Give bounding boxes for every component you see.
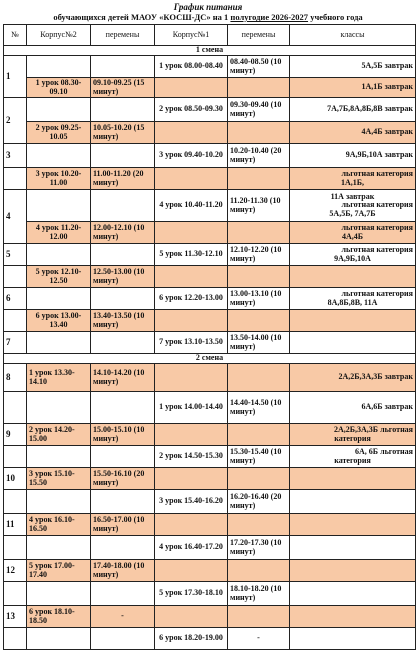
- building-1-cell: [155, 168, 228, 190]
- table-row: [4, 392, 416, 424]
- classes-cell: [290, 288, 416, 310]
- classes-line: льготная категория: [341, 223, 413, 232]
- breaks-2-cell: [91, 446, 155, 468]
- table-row: [4, 288, 416, 310]
- table-row: [4, 560, 416, 582]
- building-1-cell: 7 урок 13.10-13.50: [155, 332, 228, 354]
- classes-cell: 5А,5Б завтрак: [290, 56, 416, 78]
- classes-cell: 6А,6Б завтрак: [290, 392, 416, 424]
- table-row: [4, 190, 416, 222]
- building-1-cell: [155, 310, 228, 332]
- lesson-number: 6: [4, 288, 27, 310]
- classes-line: категория: [334, 455, 371, 465]
- breaks-1-cell: [228, 266, 290, 288]
- building-1-cell: 6 урок 18.20-19.00: [155, 628, 228, 650]
- breaks-2-cell: 14.10-14.20 (10 минут): [91, 364, 155, 392]
- breaks-1-cell: 17.20-17.30 (10 минут): [228, 536, 290, 560]
- building-1-cell: [155, 222, 228, 244]
- breaks-2-cell: [91, 288, 155, 310]
- lesson-number: [4, 266, 27, 288]
- lesson-number: [4, 446, 27, 468]
- classes-line: 1А,1Б,: [340, 177, 365, 187]
- lesson-number: [4, 582, 27, 606]
- lesson-number: 2: [4, 98, 27, 144]
- table-row: [4, 98, 416, 122]
- building-2-cell: [27, 392, 91, 424]
- building-1-cell: 5 урок 17.30-18.10: [155, 582, 228, 606]
- breaks-2-cell: 12.00-12.10 (10 минут): [91, 222, 155, 244]
- breaks-1-cell: [228, 560, 290, 582]
- title-line-2: [0, 12, 416, 22]
- breaks-2-cell: [91, 244, 155, 266]
- building-1-cell: 3 урок 15.40-16.20: [155, 490, 228, 514]
- building-1-cell: [155, 78, 228, 98]
- classes-cell: [290, 628, 416, 650]
- building-2-cell: 5 урок 17.00-17.40: [27, 560, 91, 582]
- col-header-breaks-2: перемены: [91, 25, 155, 46]
- classes-cell: 9А,9Б,10А завтрак: [290, 144, 416, 168]
- title-line-2-post: учебного года: [308, 12, 363, 22]
- breaks-1-cell: [228, 122, 290, 144]
- building-2-cell: 1 урок 13.30-14.10: [27, 364, 91, 392]
- building-2-cell: 3 урок 15.10-15.50: [27, 468, 91, 490]
- classes-cell: [290, 310, 416, 332]
- header-row: [4, 25, 416, 46]
- col-header-building-2: Корпус№2: [27, 25, 91, 46]
- breaks-1-cell: 16.20-16.40 (20 минут): [228, 490, 290, 514]
- building-2-cell: 2 урок 09.25-10.05: [27, 122, 91, 144]
- classes-line: 5А,5Б, 7А,7Б: [329, 208, 376, 218]
- building-2-cell: 4 урок 11.20-12.00: [27, 222, 91, 244]
- lesson-number: 10: [4, 468, 27, 490]
- breaks-2-cell: 13.40-13.50 (10 минут): [91, 310, 155, 332]
- table-row: [4, 514, 416, 536]
- building-2-cell: [27, 190, 91, 222]
- building-2-cell: 3 урок 10.20-11.00: [27, 168, 91, 190]
- shift-row: [4, 46, 416, 56]
- breaks-2-cell: [91, 490, 155, 514]
- breaks-2-cell: [91, 144, 155, 168]
- breaks-2-cell: [91, 190, 155, 222]
- classes-cell: 4А,4Б завтрак: [290, 122, 416, 144]
- shift-row: [4, 354, 416, 364]
- breaks-1-cell: 08.40-08.50 (10 минут): [228, 56, 290, 78]
- classes-cell: [290, 560, 416, 582]
- lesson-number: [4, 536, 27, 560]
- table-row: [4, 364, 416, 392]
- breaks-1-cell: [228, 310, 290, 332]
- classes-cell: [290, 536, 416, 560]
- col-header-building-1: Корпус№1: [155, 25, 228, 46]
- building-2-cell: [27, 582, 91, 606]
- lesson-number: 7: [4, 332, 27, 354]
- classes-cell: 2А,2Б,3А,3Б завтрак: [290, 364, 416, 392]
- classes-cell: [290, 190, 416, 222]
- breaks-2-cell: 10.05-10.20 (15 минут): [91, 122, 155, 144]
- lesson-number: 12: [4, 560, 27, 582]
- table-row: [4, 222, 416, 244]
- breaks-1-cell: 11.20-11.30 (10 минут): [228, 190, 290, 222]
- classes-line: 4А,4Б: [341, 231, 364, 241]
- table-row: [4, 310, 416, 332]
- breaks-1-cell: 18.10-18.20 (10 минут): [228, 582, 290, 606]
- breaks-2-cell: 17.40-18.00 (10 минут): [91, 560, 155, 582]
- classes-cell: [290, 446, 416, 468]
- classes-line: 2А,2Б,3А,3Б льготная: [333, 425, 413, 434]
- breaks-2-cell: [91, 332, 155, 354]
- building-2-cell: 2 урок 14.20-15.00: [27, 424, 91, 446]
- classes-cell: [290, 266, 416, 288]
- building-2-cell: [27, 628, 91, 650]
- breaks-2-cell: 12.50-13.00 (10 минут): [91, 266, 155, 288]
- classes-cell: 1А,1Б завтрак: [290, 78, 416, 98]
- breaks-2-cell: 09.10-09.25 (15 минут): [91, 78, 155, 98]
- breaks-2-cell: [91, 392, 155, 424]
- table-row: [4, 582, 416, 606]
- breaks-1-cell: [228, 424, 290, 446]
- breaks-2-cell: [91, 628, 155, 650]
- schedule-table: [3, 24, 416, 650]
- building-2-cell: [27, 536, 91, 560]
- building-2-cell: [27, 446, 91, 468]
- breaks-2-cell: -: [91, 606, 155, 628]
- breaks-1-cell: [228, 468, 290, 490]
- building-1-cell: 6 урок 12.20-13.00: [155, 288, 228, 310]
- building-1-cell: [155, 122, 228, 144]
- breaks-1-cell: 12.10-12.20 (10 минут): [228, 244, 290, 266]
- lesson-number: 13: [4, 606, 27, 628]
- building-1-cell: [155, 606, 228, 628]
- table-row: [4, 446, 416, 468]
- title-line-1: График питания: [173, 2, 243, 12]
- classes-line: 11А завтрак: [330, 191, 375, 201]
- building-1-cell: 4 урок 10.40-11.20: [155, 190, 228, 222]
- building-2-cell: [27, 244, 91, 266]
- lesson-number: [4, 168, 27, 190]
- breaks-2-cell: [91, 536, 155, 560]
- building-2-cell: [27, 288, 91, 310]
- building-1-cell: 1 урок 14.00-14.40: [155, 392, 228, 424]
- lesson-number: 8: [4, 364, 27, 392]
- table-row: [4, 606, 416, 628]
- table-row: [4, 56, 416, 78]
- building-1-cell: [155, 424, 228, 446]
- building-2-cell: [27, 490, 91, 514]
- table-row: [4, 266, 416, 288]
- breaks-2-cell: 15.00-15.10 (10 минут): [91, 424, 155, 446]
- building-1-cell: 1 урок 08.00-08.40: [155, 56, 228, 78]
- table-row: [4, 144, 416, 168]
- breaks-1-cell: [228, 606, 290, 628]
- classes-line: категория: [334, 433, 371, 443]
- breaks-1-cell: [228, 364, 290, 392]
- building-1-cell: [155, 468, 228, 490]
- building-2-cell: 6 урок 13.00-13.40: [27, 310, 91, 332]
- table-row: [4, 122, 416, 144]
- breaks-2-cell: 15.50-16.10 (20 минут): [91, 468, 155, 490]
- breaks-2-cell: 11.00-11.20 (20 минут): [91, 168, 155, 190]
- lesson-number: [4, 628, 27, 650]
- lesson-number: [4, 310, 27, 332]
- breaks-1-cell: 09.30-09.40 (10 минут): [228, 98, 290, 122]
- table-row: [4, 332, 416, 354]
- classes-cell: [290, 468, 416, 490]
- building-1-cell: [155, 514, 228, 536]
- breaks-1-cell: [228, 168, 290, 190]
- breaks-1-cell: [228, 78, 290, 98]
- lesson-number: 5: [4, 244, 27, 266]
- building-2-cell: [27, 144, 91, 168]
- classes-line: 6А, 6Б льготная: [355, 447, 413, 456]
- breaks-2-cell: [91, 56, 155, 78]
- building-1-cell: [155, 266, 228, 288]
- classes-cell: [290, 222, 416, 244]
- classes-line: льготная категория: [341, 200, 413, 210]
- shift-2-label: 2 смена: [4, 354, 416, 364]
- table-row: [4, 78, 416, 98]
- building-2-cell: [27, 332, 91, 354]
- building-2-cell: 5 урок 12.10-12.50: [27, 266, 91, 288]
- classes-line: 8А,8Б,8В, 11А: [327, 297, 378, 307]
- table-row: [4, 424, 416, 446]
- lesson-number: 3: [4, 144, 27, 168]
- building-1-cell: [155, 364, 228, 392]
- building-2-cell: 1 урок 08.30-09.10: [27, 78, 91, 98]
- breaks-1-cell: 13.50-14.00 (10 минут): [228, 332, 290, 354]
- breaks-1-cell: 10.20-10.40 (20 минут): [228, 144, 290, 168]
- breaks-2-cell: [91, 98, 155, 122]
- table-row: [4, 628, 416, 650]
- lesson-number: 1: [4, 56, 27, 98]
- breaks-1-cell: -: [228, 628, 290, 650]
- breaks-1-cell: 13.00-13.10 (10 минут): [228, 288, 290, 310]
- classes-line: льготная категория: [341, 289, 413, 298]
- classes-line: 9А,9Б,10А: [334, 253, 371, 263]
- building-1-cell: 3 урок 09.40-10.20: [155, 144, 228, 168]
- building-1-cell: [155, 560, 228, 582]
- col-header-classes: классы: [290, 25, 416, 46]
- lesson-number: [4, 392, 27, 424]
- table-row: [4, 536, 416, 560]
- classes-cell: [290, 582, 416, 606]
- classes-cell: [290, 490, 416, 514]
- table-row: [4, 244, 416, 266]
- breaks-1-cell: 14.40-14.50 (10 минут): [228, 392, 290, 424]
- table-row: [4, 468, 416, 490]
- building-2-cell: [27, 56, 91, 78]
- lesson-number: 9: [4, 424, 27, 446]
- col-header-breaks-1: перемены: [228, 25, 290, 46]
- building-2-cell: [27, 98, 91, 122]
- building-1-cell: 4 урок 16.40-17.20: [155, 536, 228, 560]
- breaks-2-cell: [91, 582, 155, 606]
- breaks-1-cell: [228, 222, 290, 244]
- shift-1-label: 1 смена: [4, 46, 416, 56]
- classes-cell: [290, 424, 416, 446]
- classes-cell: [290, 332, 416, 354]
- lesson-number: 11: [4, 514, 27, 536]
- classes-line: льготная категория: [341, 245, 413, 254]
- building-2-cell: 4 урок 16.10-16.50: [27, 514, 91, 536]
- building-1-cell: 2 урок 08.50-09.30: [155, 98, 228, 122]
- table-row: [4, 168, 416, 190]
- breaks-1-cell: 15.30-15.40 (10 минут): [228, 446, 290, 468]
- breaks-2-cell: 16.50-17.00 (10 минут): [91, 514, 155, 536]
- building-2-cell: 6 урок 18.10-18.50: [27, 606, 91, 628]
- col-header-num: №: [4, 25, 27, 46]
- classes-cell: [290, 168, 416, 190]
- building-1-cell: 2 урок 14.50-15.30: [155, 446, 228, 468]
- document-title: [0, 0, 416, 22]
- lesson-number: 4: [4, 190, 27, 244]
- title-line-2-period: полугодие 2026-2027: [230, 12, 309, 22]
- table-row: [4, 490, 416, 514]
- classes-cell: 7А,7Б,8А,8Б,8В завтрак: [290, 98, 416, 122]
- building-1-cell: 5 урок 11.30-12.10: [155, 244, 228, 266]
- lesson-number: [4, 490, 27, 514]
- breaks-1-cell: [228, 514, 290, 536]
- classes-cell: [290, 514, 416, 536]
- title-line-2-pre: обучающихся детей МАОУ «КОСШ-ДС» на 1: [53, 12, 231, 22]
- classes-cell: [290, 606, 416, 628]
- classes-cell: [290, 244, 416, 266]
- classes-line: льготная категория: [341, 169, 413, 178]
